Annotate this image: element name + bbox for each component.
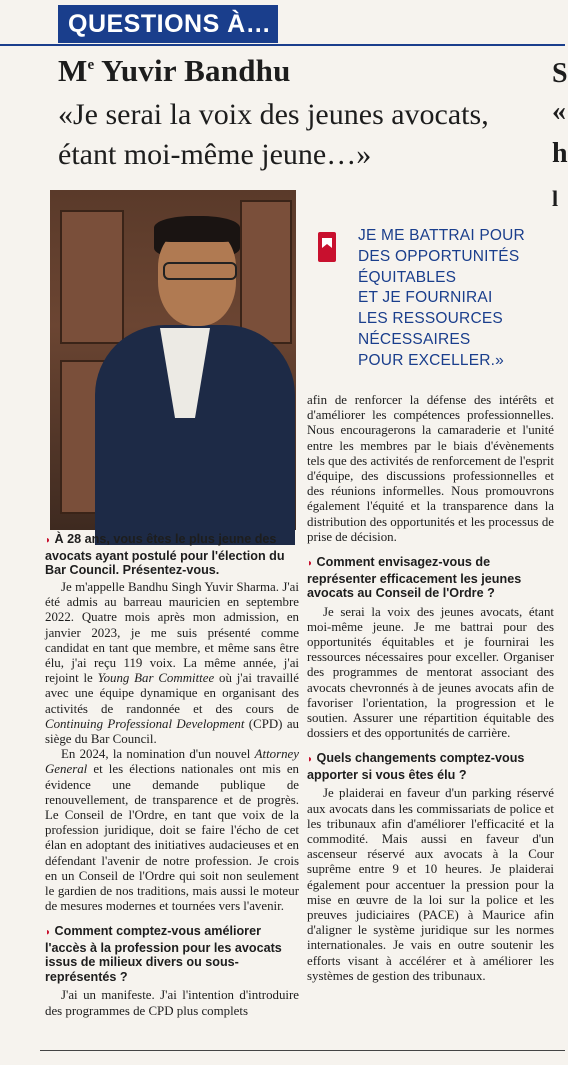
pull-quote-line: POUR EXCELLER.» [358,351,504,369]
portrait-photo [50,190,296,530]
edge-glyph-2: « [552,96,566,127]
triangle-marker-icon: ◗ [45,535,52,546]
question-1: ◗ À 28 ans, vous êtes le plus jeune des avocats ayant postulé pour l'élection du Bar Council. Présentez-vous. [45,532,285,577]
pull-quote-line: NÉCESSAIRES [358,330,471,348]
headline-quote-line-2: étant moi-même jeune…» [58,138,372,171]
triangle-marker-icon: ◗ [45,927,52,939]
answer-2-paragraph-1: J'ai un manifeste. J'ai l'intention d'introduire des programmes de CPD plus complets [45,988,299,1018]
pull-quote [358,226,548,372]
bottom-rule [40,1050,565,1051]
section-banner-label: QUESTIONS À… [68,9,272,38]
right-column [307,393,554,984]
pull-quote-line: ET JE FOURNIRAI [358,289,493,307]
pull-quote-line: ÉQUITABLES [358,268,457,286]
left-column [45,580,299,1019]
edge-glyph-3: h [552,138,568,169]
headline-name: Me Yuvir Bandhu [58,53,291,88]
question-4: ◗ Quels changements comptez-vous apporter si vous êtes élu ? [307,751,525,782]
triangle-marker-icon: ◗ [307,558,314,570]
headline-quote [58,95,538,175]
top-rule [0,44,565,46]
edge-glyph-1: S [552,58,568,89]
triangle-marker-icon: ◗ [307,754,314,766]
answer-2-paragraph-2: afin de renforcer la défense des intérêts et d'améliorer les compétences professionnelles. Nous encouragerons la camaraderie et l'unité entre les membres par le biais d'évènements tels que des activités de renforcement de l'esprit d'équipe, des discussions professionnelles et des réunions informelles. Nous promouvrons également l'équité et la transparence dans la distribution des opportunités et les processus de prise de décision. [307,393,554,544]
edge-glyph-4: l [552,186,559,211]
publication-logo-icon [318,232,336,262]
pull-quote-line: LES RESSOURCES [358,310,503,328]
section-banner [58,5,278,43]
answer-1-paragraph-1: Je m'appelle Bandhu Singh Yuvir Sharma. J'ai été admis au barreau mauricien en septembre 2022. Quatre mois après mon admission, en janvier 2023, je me suis présenté comme candidat en tant que membre, et même sans être élu, j'ai reçu 119 voix. La même année, j'ai rejoint le Young Bar Committee où j'ai travaillé avec une équipe dynamique en organisant des activités de randonnée et des cours de Continuing Professional Development (CPD) au siège du Bar Council. [45,580,299,747]
headline-quote-line-1: «Je serai la voix des jeunes avocats, [58,98,489,131]
question-3: ◗ Comment envisagez-vous de représenter efficacement les jeunes avocats au Conseil de l'Ordre ? [307,555,522,601]
pull-quote-line: JE ME BATTRAI POUR [358,227,525,244]
answer-3-paragraph: Je serai la voix des jeunes avocats, étant moi-même jeune. Je me battrai pour des opportunités équitables et je fournirai les ressources nécessaires pour exceller. Organiser des programmes de mentorat associant des avocats chevronnés à de jeunes avocats afin de favoriser l'orientation, la progression et le soutien. Assurer une répartition équitable des dossiers et des opportunités de carrière. [307,604,554,741]
question-2: ◗ Comment comptez-vous améliorer l'accès à la profession pour les avocats issus de milieux divers ou sous-représentés ? [45,924,282,984]
answer-4-paragraph: Je plaiderai en faveur d'un parking réservé aux avocats dans les commissariats de police et les tribunaux afin d'améliorer l'efficacité et la commodité. Mais aussi en faveur d'un ascenseur réservé aux avocats à la Cour suprême entre 9 et 10 heures. Je plaiderai également pour accentuer la pression pour la mise en œuvre de la loi sur la police et les preuves judiciaires (PACE) à Maurice afin d'aligner le système juridique sur les normes internationales. Je vais en outre soutenir les efforts visant à accélérer et à améliorer les systèmes de gestion des tribunaux. [307,786,554,983]
pull-quote-line: DES OPPORTUNITÉS [358,247,520,265]
answer-1-paragraph-2: En 2024, la nomination d'un nouvel Attorney General et les élections nationales ont mis en évidence une demande publique de renouvellement, de transparence et de progrès. Le Conseil de l'Ordre, en tant que voix de la profession juridique, doit se faire l'écho de cet élan en adoptant des initiatives audacieuses et en défendant l'avenir de notre profession. Je crois en un Conseil de l'Ordre qui soit non seulement le gardien de nos traditions, mais aussi le moteur de mesures modernes et tournées vers l'avenir. [45,747,299,914]
